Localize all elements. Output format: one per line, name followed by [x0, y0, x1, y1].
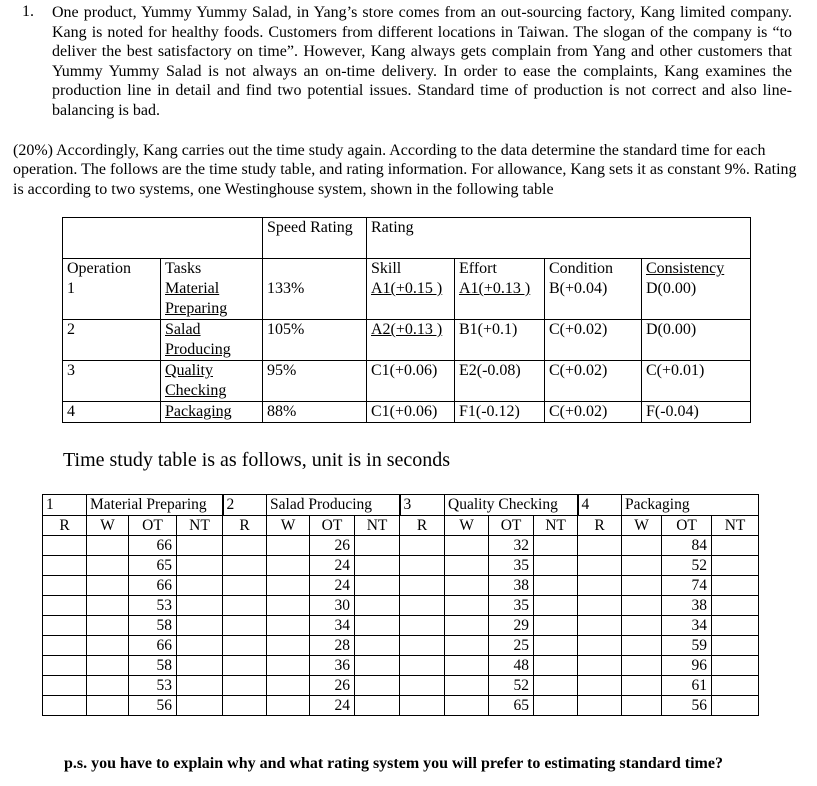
r-cell: [400, 556, 445, 576]
nt-cell: [355, 676, 400, 696]
consistency-value: F(-0.04): [642, 402, 751, 423]
col-r: R: [400, 516, 445, 536]
nt-cell: [355, 696, 400, 716]
nt-cell: [177, 576, 223, 596]
nt-cell: [712, 536, 759, 556]
w-cell: [622, 576, 662, 596]
r-cell: [578, 616, 622, 636]
consistency-value: C(+0.01): [642, 361, 751, 402]
ot-value: 32: [489, 536, 534, 556]
effort-col-header: Effort: [459, 260, 497, 277]
ot-value: 26: [310, 676, 355, 696]
r-cell: [223, 556, 267, 576]
col-nt: NT: [355, 516, 400, 536]
nt-cell: [534, 596, 578, 616]
question-task: (20%) Accordingly, Kang carries out the time study again. According to the data determine the standard time for each operation. The follows are the time study table, and rating information. For allowance, Kang sets it as constant 9%. Rating is according to two systems, one Westinghouse system, shown in the following table: [13, 142, 797, 198]
nt-cell: [534, 696, 578, 716]
task-name: Salad Producing: [161, 320, 263, 361]
r-cell: [400, 576, 445, 596]
time-study-row: [43, 536, 759, 556]
r-cell: [578, 596, 622, 616]
op-number: 2: [223, 495, 267, 516]
condition-value: C(+0.02): [545, 402, 642, 423]
w-cell: [622, 676, 662, 696]
nt-cell: [355, 576, 400, 596]
consistency-value: D(0.00): [642, 320, 751, 361]
operation-col-header: Operation: [67, 260, 131, 277]
w-cell: [445, 596, 489, 616]
op-name: Packaging: [622, 495, 759, 516]
r-cell: [43, 536, 87, 556]
question-intro: One product, Yummy Yummy Salad, in Yang’s store comes from an out-sourcing factory, Kang limited company. Kang is noted for healthy foods. Customers from different locations in Taiwan. The slogan of the company is “to deliver the best satisfactory on time”. However, Kang always gets complain from Yang and other customers that Yummy Yummy Salad is not always an on-time delivery. In order to ease the complaints, Kang examines the production line in detail and find two potential issues. Standard time of production is not correct and also line-balancing is bad.: [52, 4, 792, 119]
condition-col-header: Condition: [549, 260, 614, 277]
w-cell: [445, 696, 489, 716]
time-study-row: [43, 636, 759, 656]
col-w: W: [445, 516, 489, 536]
w-cell: [445, 656, 489, 676]
nt-cell: [534, 576, 578, 596]
w-cell: [87, 556, 129, 576]
speed-rating: 133%: [267, 280, 305, 297]
nt-cell: [712, 556, 759, 576]
nt-cell: [534, 556, 578, 576]
skill-value: C1(+0.06): [367, 361, 455, 402]
skill-value: A2(+0.13 ): [367, 320, 455, 361]
op-name: Salad Producing: [267, 495, 400, 516]
col-r: R: [43, 516, 87, 536]
nt-cell: [712, 576, 759, 596]
r-cell: [578, 656, 622, 676]
ot-value: 58: [129, 656, 177, 676]
rating-row: [63, 361, 751, 402]
w-cell: [622, 536, 662, 556]
speed-rating: 95%: [263, 361, 367, 402]
tasks-col-header: Tasks: [165, 260, 202, 277]
r-cell: [43, 696, 87, 716]
skill-value: A1(+0.15 ): [371, 280, 443, 297]
nt-cell: [712, 616, 759, 636]
task-name: Packaging: [161, 402, 263, 423]
condition-value: C(+0.02): [545, 361, 642, 402]
nt-cell: [355, 596, 400, 616]
w-cell: [267, 676, 310, 696]
r-cell: [223, 536, 267, 556]
question-number: 1.: [22, 3, 34, 20]
operation-number: 4: [63, 402, 161, 423]
r-cell: [223, 696, 267, 716]
operation-number: 3: [63, 361, 161, 402]
ot-value: 29: [489, 616, 534, 636]
ot-value: 66: [129, 636, 177, 656]
r-cell: [400, 536, 445, 556]
col-ot: OT: [662, 516, 712, 536]
rating-header-blank: [63, 218, 263, 259]
time-study-row: [43, 596, 759, 616]
skill-value: C1(+0.06): [367, 402, 455, 423]
skill-col-header: Skill: [371, 260, 402, 277]
rating-row: [63, 320, 751, 361]
w-cell: [445, 616, 489, 636]
ot-value: 24: [310, 696, 355, 716]
nt-cell: [177, 636, 223, 656]
ot-value: 36: [310, 656, 355, 676]
ot-value: 34: [662, 616, 712, 636]
condition-value: B(+0.04): [549, 280, 608, 297]
r-cell: [223, 636, 267, 656]
ot-value: 84: [662, 536, 712, 556]
w-cell: [445, 556, 489, 576]
time-study-row: [43, 556, 759, 576]
col-ot: OT: [310, 516, 355, 536]
nt-cell: [534, 636, 578, 656]
r-cell: [578, 536, 622, 556]
time-study-row: [43, 696, 759, 716]
r-cell: [223, 576, 267, 596]
effort-value: A1(+0.13 ): [459, 280, 531, 297]
nt-cell: [534, 656, 578, 676]
col-ot: OT: [489, 516, 534, 536]
ot-value: 61: [662, 676, 712, 696]
r-cell: [223, 656, 267, 676]
w-cell: [445, 576, 489, 596]
r-cell: [578, 556, 622, 576]
time-study-row: [43, 656, 759, 676]
ot-value: 59: [662, 636, 712, 656]
ot-value: 74: [662, 576, 712, 596]
w-cell: [87, 596, 129, 616]
w-cell: [622, 556, 662, 576]
r-cell: [578, 636, 622, 656]
op-number: 3: [400, 495, 445, 516]
w-cell: [622, 616, 662, 636]
r-cell: [43, 656, 87, 676]
ot-value: 26: [310, 536, 355, 556]
col-nt: NT: [712, 516, 759, 536]
ot-value: 28: [310, 636, 355, 656]
speed-rating-header: Speed Rating: [263, 218, 367, 259]
ot-value: 65: [129, 556, 177, 576]
ot-value: 66: [129, 536, 177, 556]
col-nt: NT: [177, 516, 223, 536]
col-ot: OT: [129, 516, 177, 536]
time-study-row: [43, 616, 759, 636]
nt-cell: [177, 536, 223, 556]
nt-cell: [355, 536, 400, 556]
col-r: R: [578, 516, 622, 536]
ot-value: 24: [310, 556, 355, 576]
ot-value: 30: [310, 596, 355, 616]
nt-cell: [534, 676, 578, 696]
ot-value: 38: [489, 576, 534, 596]
nt-cell: [534, 616, 578, 636]
nt-cell: [355, 636, 400, 656]
col-w: W: [87, 516, 129, 536]
w-cell: [87, 536, 129, 556]
r-cell: [578, 576, 622, 596]
r-cell: [43, 576, 87, 596]
nt-cell: [712, 596, 759, 616]
time-study-caption: Time study table is as follows, unit is in seconds: [63, 449, 451, 471]
ot-value: 96: [662, 656, 712, 676]
ot-value: 34: [310, 616, 355, 636]
nt-cell: [355, 616, 400, 636]
consistency-value: D(0.00): [646, 280, 697, 297]
r-cell: [400, 616, 445, 636]
consistency-col-header: Consistency: [646, 260, 725, 277]
op-number: 1: [43, 495, 87, 516]
w-cell: [267, 656, 310, 676]
ot-value: 66: [129, 576, 177, 596]
r-cell: [223, 596, 267, 616]
w-cell: [445, 676, 489, 696]
ot-value: 56: [662, 696, 712, 716]
r-cell: [400, 636, 445, 656]
op-name: Quality Checking: [445, 495, 578, 516]
effort-value: E2(-0.08): [455, 361, 545, 402]
w-cell: [267, 556, 310, 576]
w-cell: [622, 656, 662, 676]
ot-value: 58: [129, 616, 177, 636]
ot-value: 52: [489, 676, 534, 696]
w-cell: [87, 636, 129, 656]
nt-cell: [712, 656, 759, 676]
rating-header: Rating: [367, 218, 751, 259]
w-cell: [622, 696, 662, 716]
col-w: W: [622, 516, 662, 536]
w-cell: [267, 616, 310, 636]
r-cell: [43, 636, 87, 656]
ot-value: 38: [662, 596, 712, 616]
nt-cell: [177, 556, 223, 576]
r-cell: [400, 676, 445, 696]
w-cell: [267, 536, 310, 556]
operation-number: 1: [67, 280, 75, 297]
ot-value: 53: [129, 596, 177, 616]
nt-cell: [712, 636, 759, 656]
rating-table: [62, 217, 751, 423]
w-cell: [267, 696, 310, 716]
w-cell: [445, 636, 489, 656]
op-number: 4: [578, 495, 622, 516]
nt-cell: [534, 536, 578, 556]
col-w: W: [267, 516, 310, 536]
w-cell: [87, 656, 129, 676]
nt-cell: [355, 656, 400, 676]
r-cell: [43, 616, 87, 636]
r-cell: [43, 596, 87, 616]
col-nt: NT: [534, 516, 578, 536]
condition-value: C(+0.02): [545, 320, 642, 361]
operation-number: 2: [63, 320, 161, 361]
w-cell: [87, 616, 129, 636]
r-cell: [400, 656, 445, 676]
nt-cell: [177, 656, 223, 676]
nt-cell: [177, 696, 223, 716]
rating-row: [63, 402, 751, 423]
effort-value: B1(+0.1): [455, 320, 545, 361]
w-cell: [267, 576, 310, 596]
ot-value: 53: [129, 676, 177, 696]
col-r: R: [223, 516, 267, 536]
time-study-table: [42, 494, 759, 716]
w-cell: [87, 696, 129, 716]
r-cell: [400, 696, 445, 716]
w-cell: [445, 536, 489, 556]
w-cell: [267, 636, 310, 656]
r-cell: [578, 696, 622, 716]
w-cell: [87, 576, 129, 596]
ot-value: 56: [129, 696, 177, 716]
nt-cell: [177, 596, 223, 616]
r-cell: [43, 556, 87, 576]
w-cell: [622, 636, 662, 656]
ot-value: 52: [662, 556, 712, 576]
r-cell: [223, 616, 267, 636]
nt-cell: [177, 676, 223, 696]
r-cell: [578, 676, 622, 696]
time-study-row: [43, 576, 759, 596]
ot-value: 24: [310, 576, 355, 596]
ot-value: 65: [489, 696, 534, 716]
ot-value: 35: [489, 556, 534, 576]
r-cell: [43, 676, 87, 696]
footnote: p.s. you have to explain why and what rating system you will prefer to estimating standard time?: [64, 755, 723, 772]
task-name: Material Preparing: [165, 280, 228, 317]
task-name: Quality Checking: [161, 361, 263, 402]
time-study-row: [43, 676, 759, 696]
w-cell: [267, 596, 310, 616]
speed-rating: 88%: [263, 402, 367, 423]
effort-value: F1(-0.12): [455, 402, 545, 423]
nt-cell: [712, 676, 759, 696]
ot-value: 48: [489, 656, 534, 676]
nt-cell: [355, 556, 400, 576]
w-cell: [87, 676, 129, 696]
op-name: Material Preparing: [87, 495, 223, 516]
nt-cell: [712, 696, 759, 716]
r-cell: [223, 676, 267, 696]
r-cell: [400, 596, 445, 616]
w-cell: [622, 596, 662, 616]
nt-cell: [177, 616, 223, 636]
ot-value: 35: [489, 596, 534, 616]
ot-value: 25: [489, 636, 534, 656]
speed-rating: 105%: [263, 320, 367, 361]
